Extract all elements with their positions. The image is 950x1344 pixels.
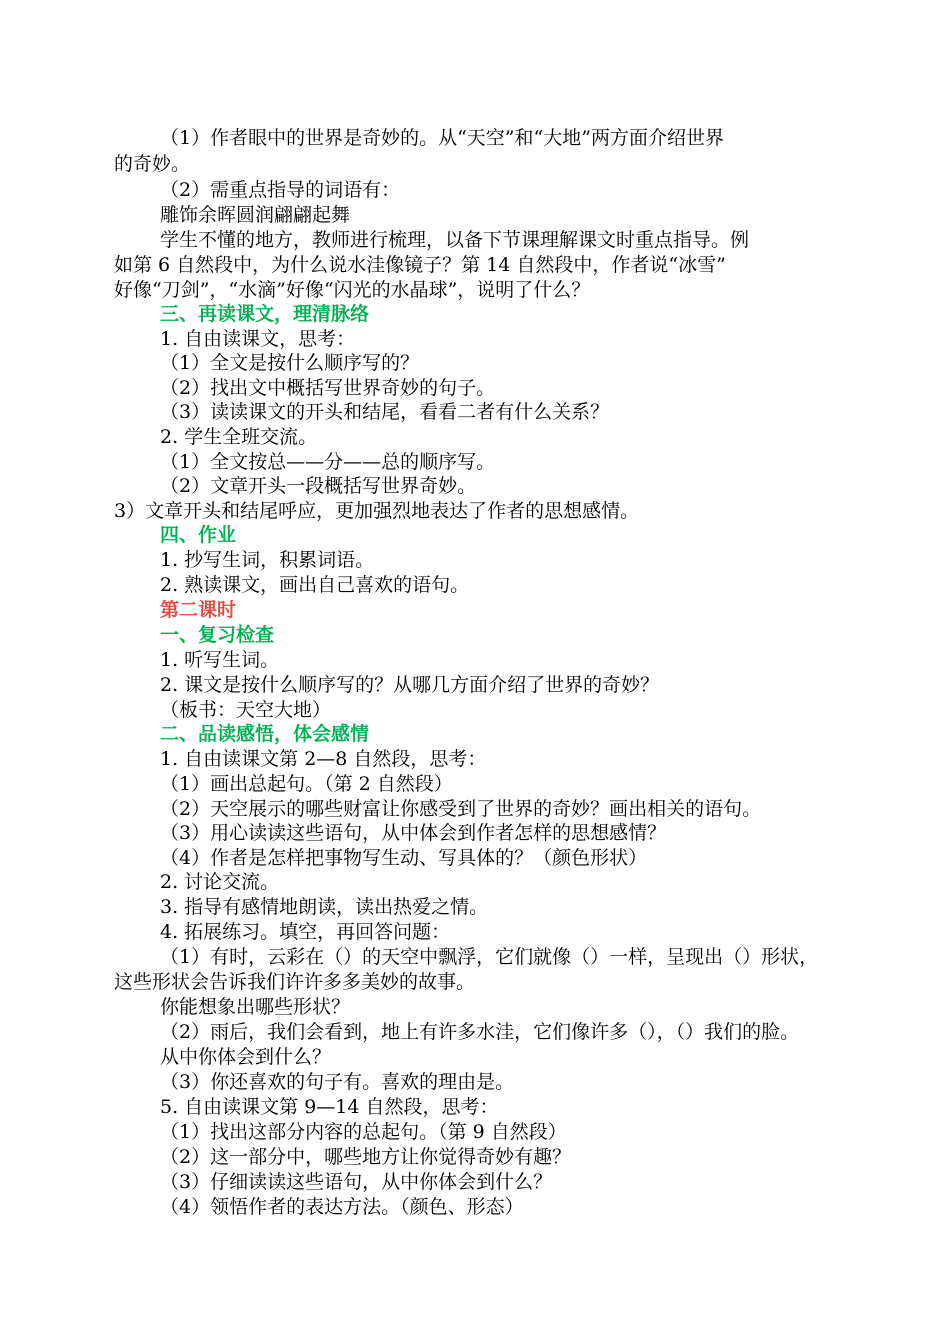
list-item: （2）文章开头一段概括写世界奇妙。 <box>160 475 477 497</box>
list-item: 你能想象出哪些形状？ <box>160 996 351 1018</box>
list-item: （2）找出文中概括写世界奇妙的句子。 <box>160 377 496 399</box>
list-item: 2. 学生全班交流。 <box>160 426 318 448</box>
list-item: 1. 自由读课文，思考： <box>160 328 356 350</box>
paragraph-line: 的奇妙。 <box>114 153 191 175</box>
list-item: 4. 拓展练习。填空，再回答问题： <box>160 921 451 943</box>
list-item: 2. 讨论交流。 <box>160 871 280 893</box>
list-item: 3. 指导有感情地朗读，读出热爱之情。 <box>160 896 489 918</box>
section-heading: 二、品读感悟，体会感情 <box>160 723 370 745</box>
list-item: （1）全文按总——分——总的顺序写。 <box>160 451 496 473</box>
list-item: （4）领悟作者的表达方法。（颜色、形态） <box>160 1196 524 1218</box>
list-item: （3）读读课文的开头和结尾，看看二者有什么关系？ <box>160 401 610 423</box>
list-item: （1）全文是按什么顺序写的？ <box>160 352 420 374</box>
lesson-heading: 第二课时 <box>160 599 237 621</box>
list-item: 2. 课文是按什么顺序写的？从哪几方面介绍了世界的奇妙？ <box>160 674 660 696</box>
list-item: （4）作者是怎样把事物写生动、写具体的？（颜色形状） <box>160 847 648 869</box>
list-item: 1. 自由读课文第 2—8 自然段，思考： <box>160 748 487 770</box>
list-item: （2）这一部分中，哪些地方让你觉得奇妙有趣？ <box>160 1146 572 1168</box>
list-item: 这些形状会告诉我们许许多多美妙的故事。 <box>114 971 476 993</box>
paragraph-line: 如第 6 自然段中，为什么说水洼像镜子？第 14 自然段中，作者说“冰雪” <box>114 254 726 276</box>
list-item: （3）仔细读读这些语句，从中你体会到什么？ <box>160 1171 553 1193</box>
list-item: （板书：天空大地） <box>160 699 332 721</box>
list-item: （1）画出总起句。（第 2 自然段） <box>160 773 453 795</box>
list-item: （3）用心读读这些语句，从中体会到作者怎样的思想感情？ <box>160 822 667 844</box>
paragraph-line: （1）作者眼中的世界是奇妙的。从“天空”和“大地”两方面介绍世界 <box>160 127 724 149</box>
section-heading: 三、再读课文，理清脉络 <box>160 303 370 325</box>
list-item: 2. 熟读课文，画出自己喜欢的语句。 <box>160 574 470 596</box>
list-item: （3）你还喜欢的句子有。喜欢的理由是。 <box>160 1071 515 1093</box>
list-item: （1）有时，云彩在（）的天空中飘浮，它们就像（）一样，呈现出（）形状， <box>160 946 819 968</box>
section-heading: 四、作业 <box>160 524 237 546</box>
list-item: 1. 听写生词。 <box>160 649 280 671</box>
list-item: 1. 抄写生词，积累词语。 <box>160 549 375 571</box>
list-item: （2）天空展示的哪些财富让你感受到了世界的奇妙？画出相关的语句。 <box>160 798 762 820</box>
list-item: 从中你体会到什么？ <box>160 1046 332 1068</box>
list-item: （2）雨后，我们会看到，地上有许多水洼，它们像许多（），（）我们的脸。 <box>160 1021 800 1043</box>
paragraph-line: 雕饰余晖圆润翩翩起舞 <box>160 204 351 226</box>
list-item: 5. 自由读课文第 9—14 自然段，思考： <box>160 1096 499 1118</box>
paragraph-line: 好像“刀剑”，“水滴”好像“闪光的水晶球”，说明了什么？ <box>114 279 591 301</box>
section-heading: 一、复习检查 <box>160 624 275 646</box>
list-item: （1）找出这部分内容的总起句。（第 9 自然段） <box>160 1121 567 1143</box>
paragraph-line: 学生不懂的地方，教师进行梳理，以备下节课理解课文时重点指导。例 <box>160 229 750 251</box>
paragraph-line: （2）需重点指导的词语有： <box>160 179 401 201</box>
list-item: 3）文章开头和结尾呼应，更加强烈地表达了作者的思想感情。 <box>114 500 640 522</box>
